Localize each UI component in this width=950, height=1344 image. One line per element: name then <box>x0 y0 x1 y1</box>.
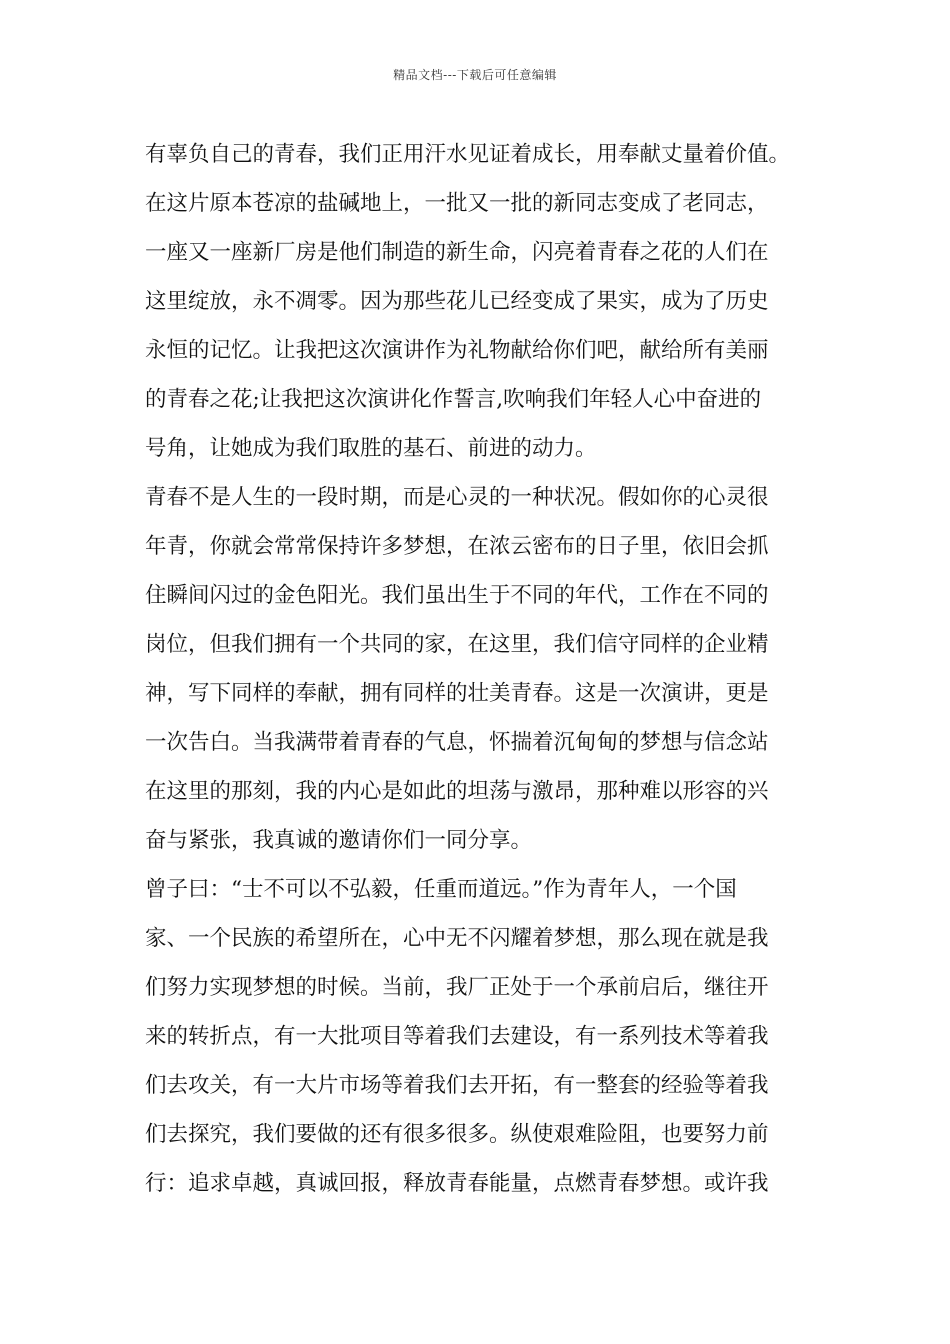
text-line: 号角，让她成为我们取胜的基石、前进的动力。 <box>145 436 597 461</box>
text-line: 来的转折点，有一大批项目等着我们去建设，有一系列技术等着我 <box>145 1024 769 1049</box>
text-line: 年青，你就会常常保持许多梦想，在浓云密布的日子里，依旧会抓 <box>145 534 769 559</box>
text-line: 们去探究，我们要做的还有很多很多。纵使艰难险阻，也要努力前 <box>145 1122 769 1147</box>
page-header: 精品文档---下载后可任意编辑 <box>393 68 557 82</box>
text-line: 行：追求卓越，真诚回报，释放青春能量，点燃青春梦想。或许我 <box>145 1171 769 1196</box>
text-line: 青春不是人生的一段时期，而是心灵的一种状况。假如你的心灵很 <box>145 485 769 510</box>
text-line: 在这片原本苍凉的盐碱地上，一批又一批的新同志变成了老同志， <box>145 191 769 216</box>
body-text <box>145 130 835 1208</box>
text-line: 们去攻关，有一大片市场等着我们去开拓，有一整套的经验等着我 <box>145 1073 769 1098</box>
text-line: 这里绽放，永不凋零。因为那些花儿已经变成了果实，成为了历史 <box>145 289 769 314</box>
text-line: 的青春之花;让我把这次演讲化作誓言,吹响我们年轻人心中奋进的 <box>145 387 762 412</box>
text-line: 一次告白。当我满带着青春的气息，怀揣着沉甸甸的梦想与信念站 <box>145 730 769 755</box>
text-line: 有辜负自己的青春，我们正用汗水见证着成长，用奉献丈量着价值。 <box>145 142 791 167</box>
text-line: 住瞬间闪过的金色阳光。我们虽出生于不同的年代，工作在不同的 <box>145 583 769 608</box>
text-line: 永恒的记忆。让我把这次演讲作为礼物献给你们吧，献给所有美丽 <box>145 338 769 363</box>
text-line: 家、一个民族的希望所在，心中无不闪耀着梦想，那么现在就是我 <box>145 926 769 951</box>
text-line: 一座又一座新厂房是他们制造的新生命，闪亮着青春之花的人们在 <box>145 240 769 265</box>
text-line: 曾子曰：“士不可以不弘毅，任重而道远。”作为青年人，一个国 <box>145 877 737 902</box>
text-line: 在这里的那刻，我的内心是如此的坦荡与激昂，那种难以形容的兴 <box>145 779 769 804</box>
text-line: 们努力实现梦想的时候。当前，我厂正处于一个承前启后，继往开 <box>145 975 769 1000</box>
text-line: 岗位，但我们拥有一个共同的家，在这里，我们信守同样的企业精 <box>145 632 769 657</box>
text-line: 神，写下同样的奉献，拥有同样的壮美青春。这是一次演讲，更是 <box>145 681 769 706</box>
text-line: 奋与紧张，我真诚的邀请你们一同分享。 <box>145 828 533 853</box>
